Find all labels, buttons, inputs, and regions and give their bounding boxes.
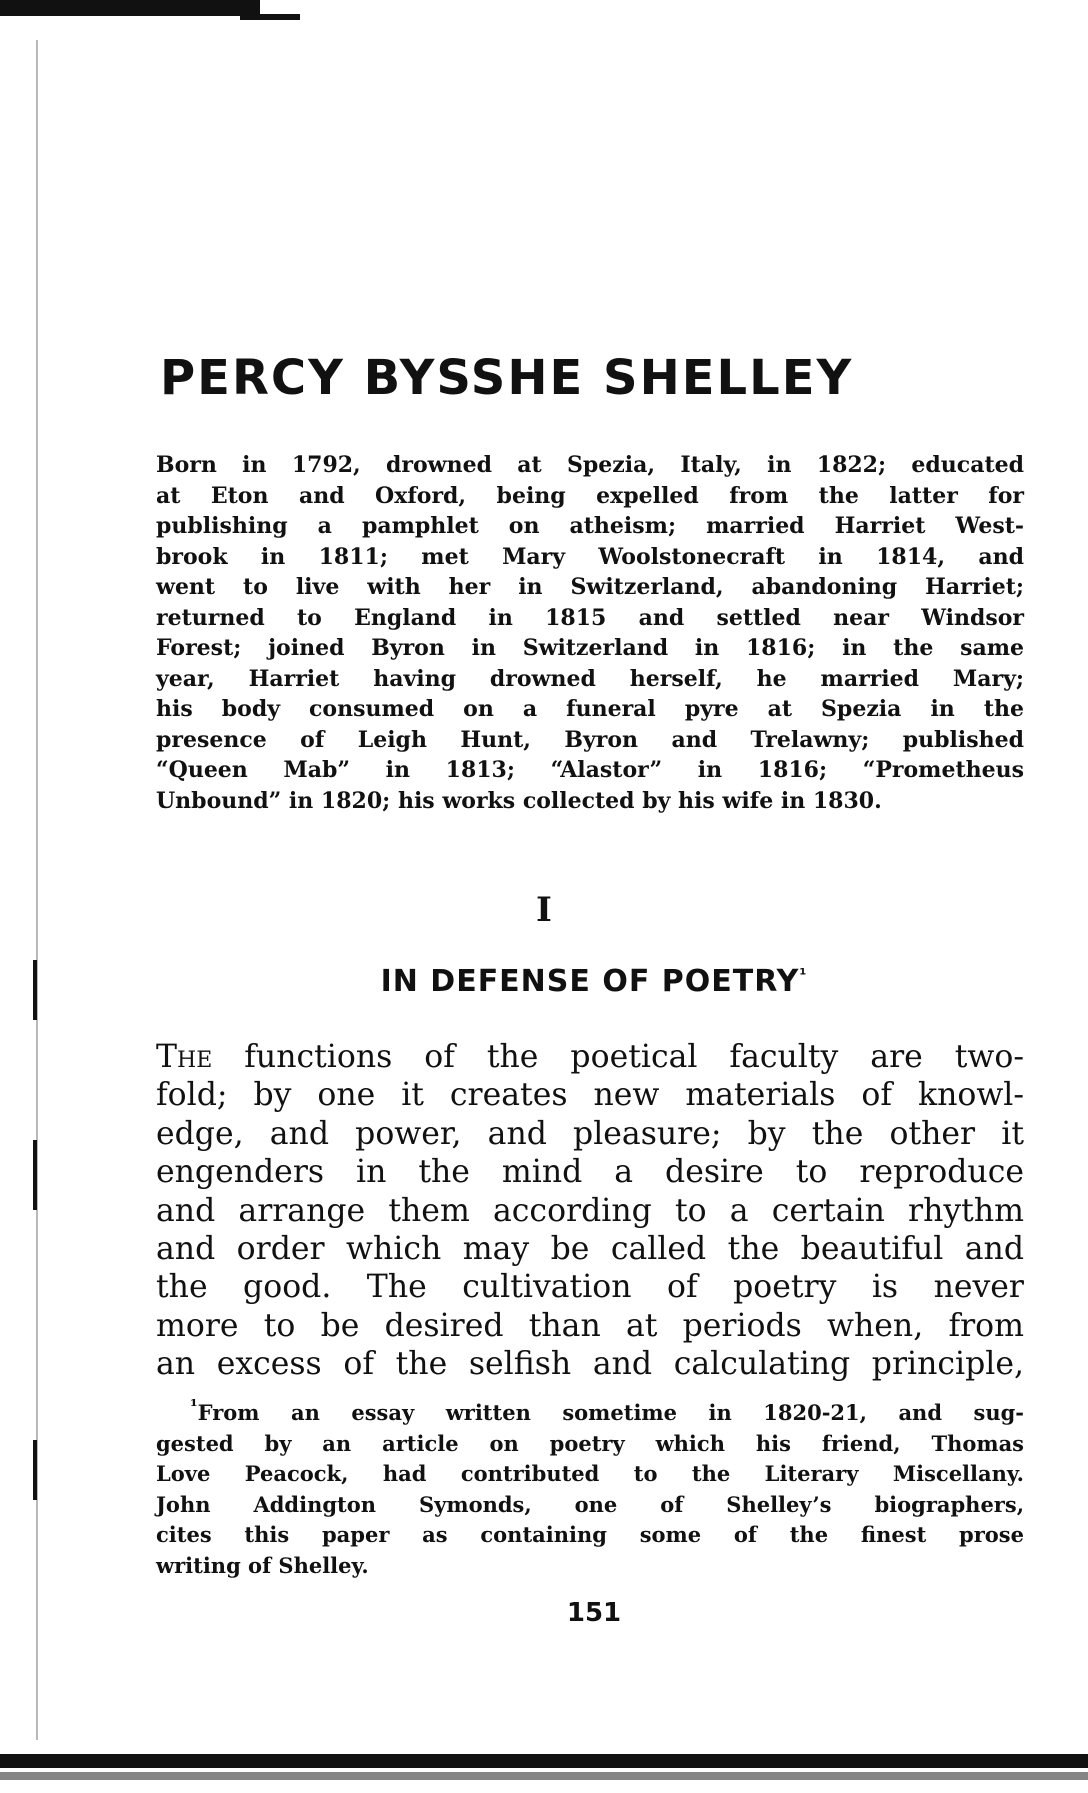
- body-line: the good. The cultivation of poetry is never: [156, 1269, 1024, 1306]
- bio-line: Born in 1792, drowned at Spezia, Italy, in 1822; educated: [156, 452, 1024, 478]
- body-line: and arrange them according to a certain rhythm: [156, 1192, 1024, 1229]
- footnote-line: [156, 1392, 1024, 1429]
- body-line-text: functions of the poetical faculty are two-: [212, 1039, 1024, 1075]
- body-line: more to be desired than at periods when, from: [156, 1307, 1024, 1344]
- body-line: fold; by one it creates new materials of knowl-: [156, 1077, 1024, 1114]
- scan-top-edge-tail: [240, 14, 300, 20]
- footnote-line: John Addington Symonds, one of Shelley’s biographers,: [156, 1491, 1024, 1517]
- section-title: [0, 964, 1088, 999]
- page-number: 151: [566, 1598, 622, 1628]
- bio-line: Forest; joined Byron in Switzerland in 1816; in the same: [156, 635, 1024, 661]
- page-title: PERCY BYSSHE SHELLEY: [160, 350, 854, 406]
- bio-line: returned to England in 1815 and settled near Windsor: [156, 604, 1024, 631]
- author-bio: [156, 450, 1024, 816]
- scan-top-edge-bar: [0, 0, 260, 16]
- bio-line: publishing a pamphlet on atheism; married Harriet West-: [156, 513, 1024, 539]
- footnote-line: cites this paper as containing some of the finest prose: [156, 1522, 1024, 1547]
- bio-line: his body consumed on a funeral pyre at Spezia in the: [156, 696, 1024, 722]
- body-paragraph: [156, 1038, 1024, 1384]
- body-first-word: The: [156, 1039, 213, 1075]
- body-line: and order which may be called the beautiful and: [156, 1231, 1024, 1268]
- scan-left-edge-mark: [33, 1140, 37, 1210]
- bio-line: at Eton and Oxford, being expelled from the latter for: [156, 482, 1024, 509]
- footnote-line: gested by an article on poetry which his friend, Thomas: [156, 1430, 1024, 1456]
- scan-left-edge-mark: [33, 1440, 37, 1500]
- section-number: I: [536, 890, 552, 930]
- footnote-line-text: From an essay written sometime in 1820-21, and sug-: [197, 1400, 1024, 1425]
- scan-bottom-edge-bar: [0, 1754, 1088, 1768]
- body-line: edge, and power, and pleasure; by the other it: [156, 1115, 1024, 1152]
- footnote-line: Love Peacock, had contributed to the Literary Miscellany.: [156, 1461, 1024, 1486]
- section-title-text: IN DEFENSE OF POETRY: [380, 964, 800, 999]
- bio-line: presence of Leigh Hunt, Byron and Trelawny; published: [156, 726, 1024, 753]
- bio-line: brook in 1811; met Mary Woolstonecraft in 1814, and: [156, 543, 1024, 570]
- footnote-mark: ¹: [190, 1397, 198, 1417]
- bio-line: went to live with her in Switzerland, abandoning Harriet;: [156, 574, 1024, 600]
- footnote-line: writing of Shelley.: [156, 1552, 369, 1578]
- body-line: [156, 1038, 1024, 1076]
- footnote: [156, 1392, 1024, 1581]
- scan-bottom-edge-shadow: [0, 1772, 1088, 1780]
- footnote-reference-mark: ¹: [799, 965, 808, 984]
- body-line: an excess of the selfish and calculating principle,: [156, 1346, 1024, 1383]
- bio-line: year, Harriet having drowned herself, he married Mary;: [156, 665, 1024, 692]
- body-line: engenders in the mind a desire to reproduce: [156, 1154, 1024, 1191]
- bio-line: Unbound” in 1820; his works collected by his wife in 1830.: [156, 787, 882, 814]
- bio-line: “Queen Mab” in 1813; “Alastor” in 1816; “Prometheus: [156, 757, 1024, 783]
